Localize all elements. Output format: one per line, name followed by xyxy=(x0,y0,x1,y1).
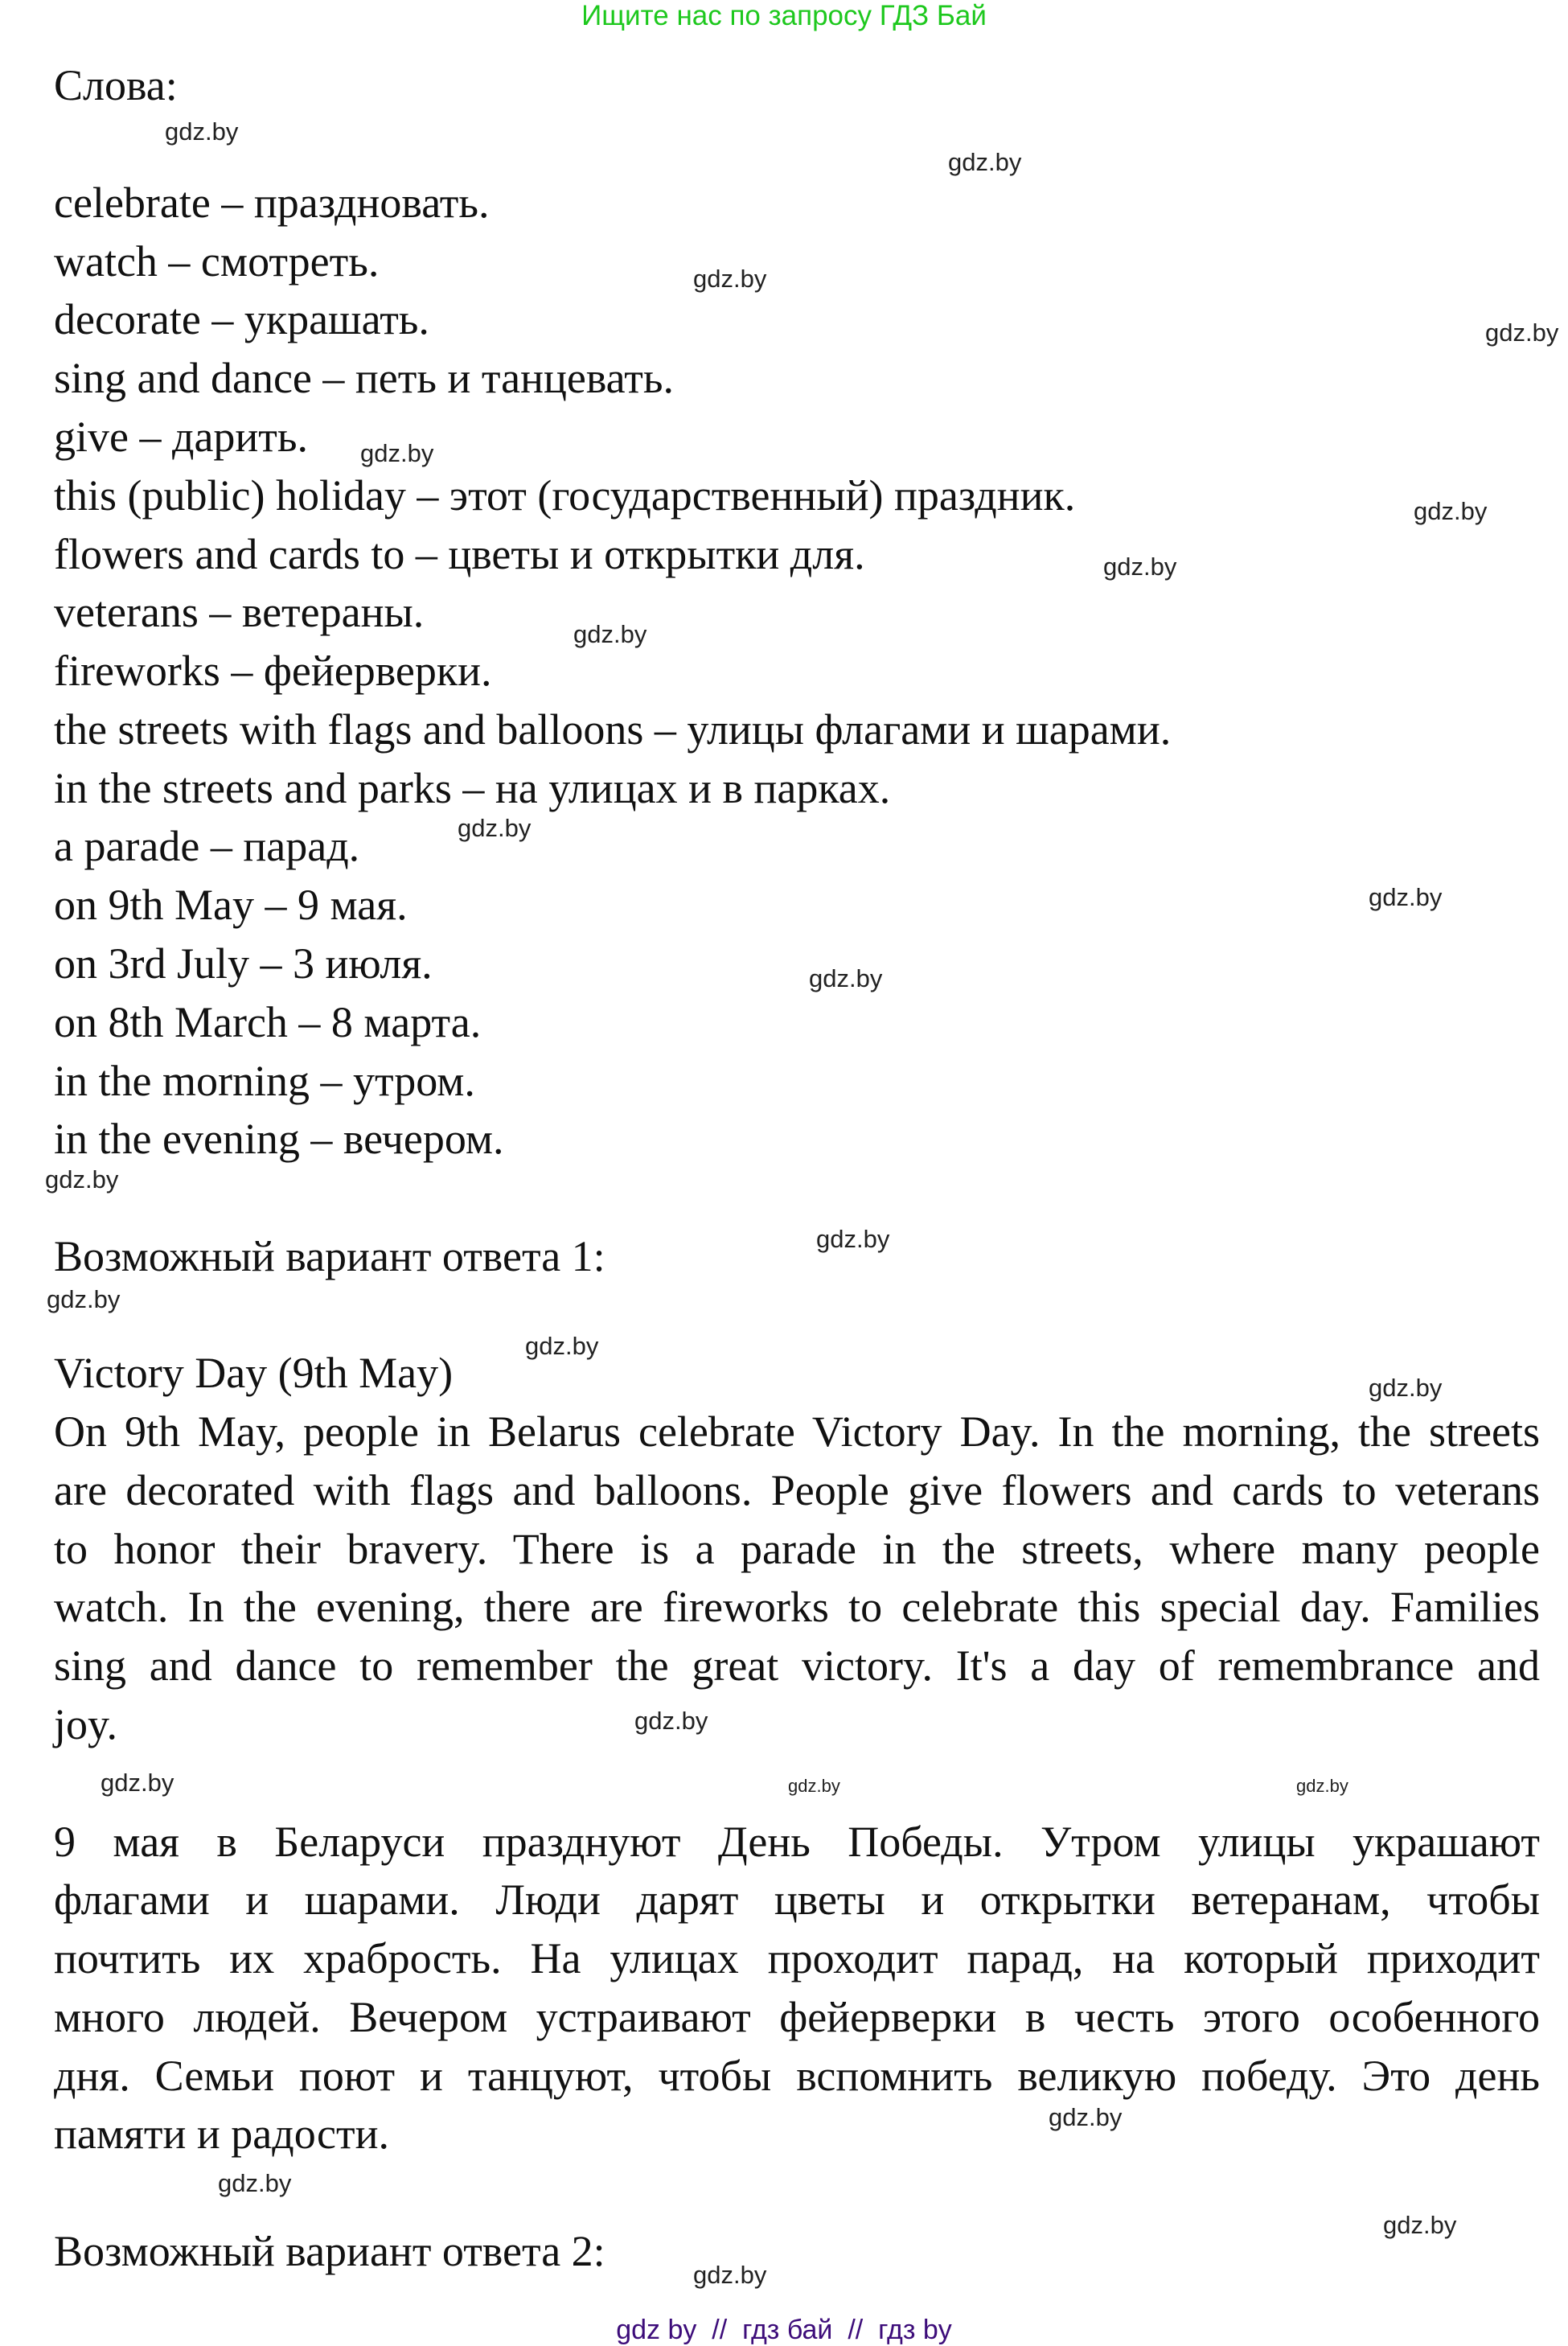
watermark: gdz.by xyxy=(1369,1374,1443,1402)
essay-title: Victory Day (9th May) xyxy=(54,1349,454,1397)
word-entry: fireworks – фейерверки. xyxy=(54,647,492,695)
word-entry: veterans – ветераны. xyxy=(54,588,425,636)
essay-en-line: watch. In the evening, there are fireworks to celebrate this special day. Families xyxy=(54,1583,1540,1631)
word-entry: watch – смотреть. xyxy=(54,237,380,286)
essay-en-line: sing and dance to remember the great victory. It's a day of remembrance and xyxy=(54,1641,1540,1690)
watermark: gdz.by xyxy=(948,148,1022,176)
words-title: Слова: xyxy=(54,61,178,109)
word-entry: the streets with flags and balloons – улицы флагами и шарами. xyxy=(54,705,1172,754)
word-entry: give – дарить. xyxy=(54,413,309,461)
watermark: gdz.by xyxy=(165,117,239,146)
essay-en-line: On 9th May, people in Belarus celebrate Victory Day. In the morning, the streets xyxy=(54,1407,1540,1456)
watermark: gdz.by xyxy=(634,1707,708,1735)
watermark: gdz.by xyxy=(809,964,883,992)
word-entry: flowers and cards to – цветы и открытки для. xyxy=(54,530,865,578)
essay-ru-line: дня. Семьи поют и танцуют, чтобы вспомнить великую победу. Это день xyxy=(54,2052,1540,2100)
footer-banner: gdz by // гдз бай // гдз by xyxy=(616,2315,952,2345)
watermark: gdz.by xyxy=(1383,2211,1457,2239)
watermark: gdz.by xyxy=(1296,1776,1348,1796)
watermark: gdz.by xyxy=(788,1776,840,1796)
watermark: gdz.by xyxy=(1414,497,1488,525)
watermark: gdz.by xyxy=(45,1165,119,1194)
essay-en-line: are decorated with flags and balloons. People give flowers and cards to veterans xyxy=(54,1466,1540,1514)
word-entry: in the evening – вечером. xyxy=(54,1115,504,1163)
watermark: gdz.by xyxy=(693,265,767,293)
essay-en-line: joy. xyxy=(54,1700,117,1748)
word-entry: this (public) holiday – этот (государственный) праздник. xyxy=(54,471,1076,520)
watermark: gdz.by xyxy=(1369,883,1443,911)
answer-1-title: Возможный вариант ответа 1: xyxy=(54,1232,605,1280)
word-entry: decorate – украшать. xyxy=(54,295,429,343)
watermark: gdz.by xyxy=(1485,318,1559,347)
watermark: gdz.by xyxy=(573,620,647,648)
essay-ru-line: почтить их храбрость. На улицах проходит парад, на который приходит xyxy=(54,1934,1540,1982)
word-entry: in the morning – утром. xyxy=(54,1057,475,1105)
watermark: gdz.by xyxy=(525,1332,599,1360)
watermark: gdz.by xyxy=(458,814,532,842)
answer-2-title: Возможный вариант ответа 2: xyxy=(54,2227,605,2275)
essay-ru-line: памяти и радости. xyxy=(54,2110,390,2158)
word-entry: celebrate – праздновать. xyxy=(54,179,490,227)
watermark: gdz.by xyxy=(816,1225,890,1253)
watermark: gdz.by xyxy=(1049,2103,1123,2131)
word-entry: on 8th March – 8 марта. xyxy=(54,998,482,1046)
watermark: gdz.by xyxy=(360,439,434,467)
watermark: gdz.by xyxy=(1103,553,1177,581)
essay-en-line: to honor their bravery. There is a parade in the streets, where many people xyxy=(54,1525,1540,1573)
watermark: gdz.by xyxy=(47,1285,121,1313)
essay-ru-line: флагами и шарами. Люди дарят цветы и открытки ветеранам, чтобы xyxy=(54,1876,1540,1924)
word-entry: on 3rd July – 3 июля. xyxy=(54,939,433,988)
header-banner: Ищите нас по запросу ГДЗ Бай xyxy=(581,0,987,31)
word-entry: in the streets and parks – на улицах и в парках. xyxy=(54,764,891,812)
essay-ru-line: много людей. Вечером устраивают фейерверки в честь этого особенного xyxy=(54,1993,1540,2041)
essay-ru-line: 9 мая в Беларуси празднуют День Победы. Утром улицы украшают xyxy=(54,1818,1540,1866)
watermark: gdz.by xyxy=(693,2261,767,2289)
watermark: gdz.by xyxy=(101,1769,174,1797)
word-entry: a parade – парад. xyxy=(54,822,360,870)
watermark: gdz.by xyxy=(218,2169,292,2197)
word-entry: on 9th May – 9 мая. xyxy=(54,881,408,929)
word-entry: sing and dance – петь и танцевать. xyxy=(54,354,674,402)
